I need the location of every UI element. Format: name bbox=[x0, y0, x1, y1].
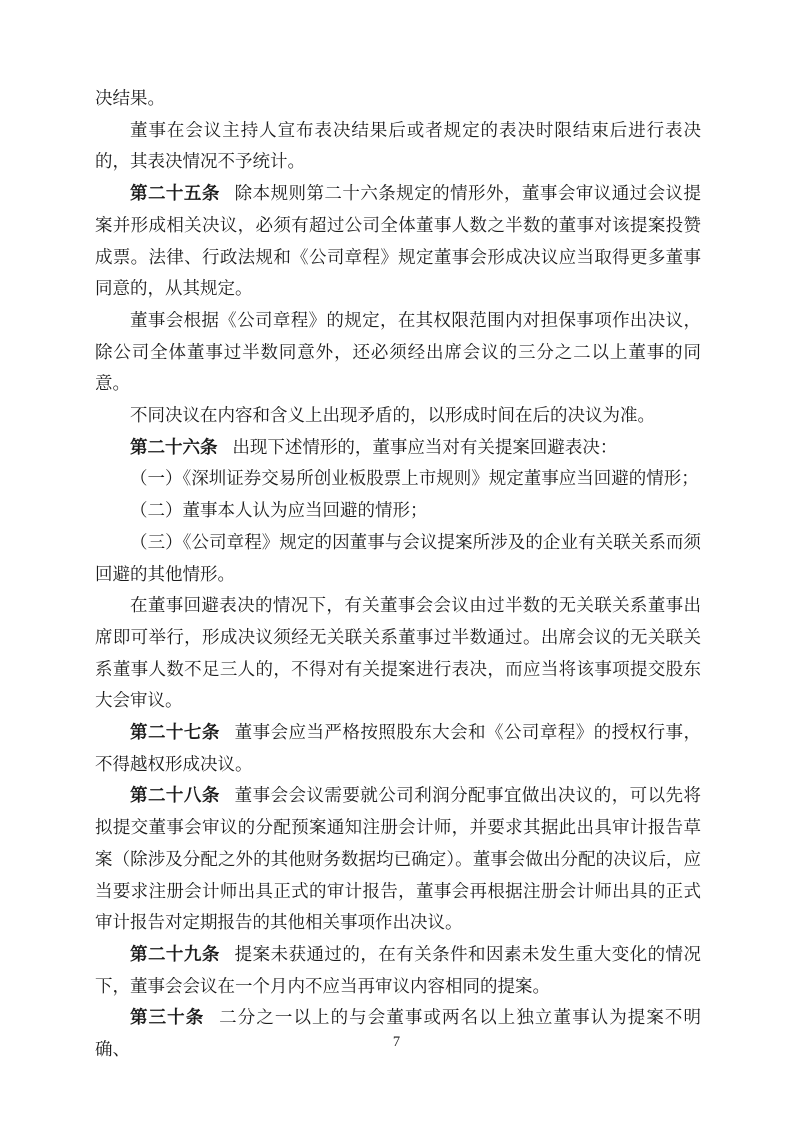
paragraph-text: （二）董事本人认为应当回避的情形； bbox=[130, 500, 428, 521]
paragraph-text: 董事会会议需要就公司利润分配事宜做出决议的，可以先将拟提交董事会审议的分配预案通知注册会计师，并要求其据此出具审计报告草案（除涉及分配之外的其他财务数据均已确定）。董事会做出分配的决议后，应当要求注册会计师出具正式的审计报告，董事会再根据注册会计师出具的正式审计报告对定期报告的其他相关事项作出决议。 bbox=[95, 785, 702, 933]
paragraph-text: 不同决议在内容和含义上出现矛盾的，以形成时间在后的决议为准。 bbox=[130, 405, 655, 426]
article-number: 第二十七条 bbox=[130, 722, 220, 743]
paragraph bbox=[95, 83, 701, 115]
paragraph-text: 董事会应当严格按照股东大会和《公司章程》的授权行事，不得越权形成决议。 bbox=[95, 722, 702, 774]
list-item-3 bbox=[95, 527, 701, 590]
paragraph bbox=[95, 590, 701, 717]
document-body bbox=[95, 83, 701, 1066]
article-number: 第二十九条 bbox=[130, 943, 220, 964]
paragraph bbox=[95, 400, 701, 432]
list-item-1 bbox=[95, 463, 701, 495]
paragraph-text: 董事在会议主持人宣布表决结果后或者规定的表决时限结束后进行表决的，其表决情况不予统计。 bbox=[95, 119, 701, 172]
paragraph-text: （一）《深圳证券交易所创业板股票上市规则》规定董事应当回避的情形； bbox=[130, 468, 699, 489]
list-item-2 bbox=[95, 495, 701, 527]
paragraph-text: 出现下述情形的，董事应当对有关提案回避表决： bbox=[232, 436, 618, 457]
article-number: 第二十六条 bbox=[130, 436, 218, 457]
paragraph-text: 二分之一以上的与会董事或两名以上独立董事认为提案不明确、 bbox=[95, 1007, 702, 1060]
paragraph bbox=[95, 115, 701, 178]
paragraph-text: 在董事回避表决的情况下，有关董事会会议由过半数的无关联关系董事出席即可举行，形成决议须经无关联关系董事过半数通过。出席会议的无关联关系董事人数不足三人的，不得对有关提案进行表决，而应当将该事项提交股东大会审议。 bbox=[95, 595, 701, 711]
paragraph-article-28 bbox=[95, 780, 701, 939]
paragraph bbox=[95, 305, 701, 400]
paragraph-text: 决结果。 bbox=[95, 88, 165, 108]
article-number: 第二十八条 bbox=[130, 785, 220, 806]
paragraph-article-26 bbox=[95, 432, 701, 464]
paragraph-text: 提案未获通过的，在有关条件和因素未发生重大变化的情况下，董事会会议在一个月内不应当再审议内容相同的提案。 bbox=[95, 943, 702, 996]
article-number: 第二十五条 bbox=[130, 183, 220, 204]
paragraph-text: 董事会根据《公司章程》的规定，在其权限范围内对担保事项作出决议，除公司全体董事过半数同意外，还必须经出席会议的三分之二以上董事的同意。 bbox=[95, 309, 701, 394]
paragraph-text: （三）《公司章程》规定的因董事与会议提案所涉及的企业有关联关系而须回避的其他情形。 bbox=[95, 531, 701, 584]
paragraph-text: 除本规则第二十六条规定的情形外，董事会审议通过会议提案并形成相关决议，必须有超过公司全体董事人数之半数的董事对该提案投赞成票。法律、行政法规和《公司章程》规定董事会形成决议应当取得更多董事同意的，从其规定。 bbox=[95, 183, 702, 299]
paragraph-article-29 bbox=[95, 939, 701, 1002]
paragraph-article-25 bbox=[95, 178, 701, 305]
paragraph-article-27 bbox=[95, 717, 701, 780]
article-number: 第三十条 bbox=[130, 1007, 205, 1028]
page-number: 7 bbox=[392, 1034, 401, 1050]
